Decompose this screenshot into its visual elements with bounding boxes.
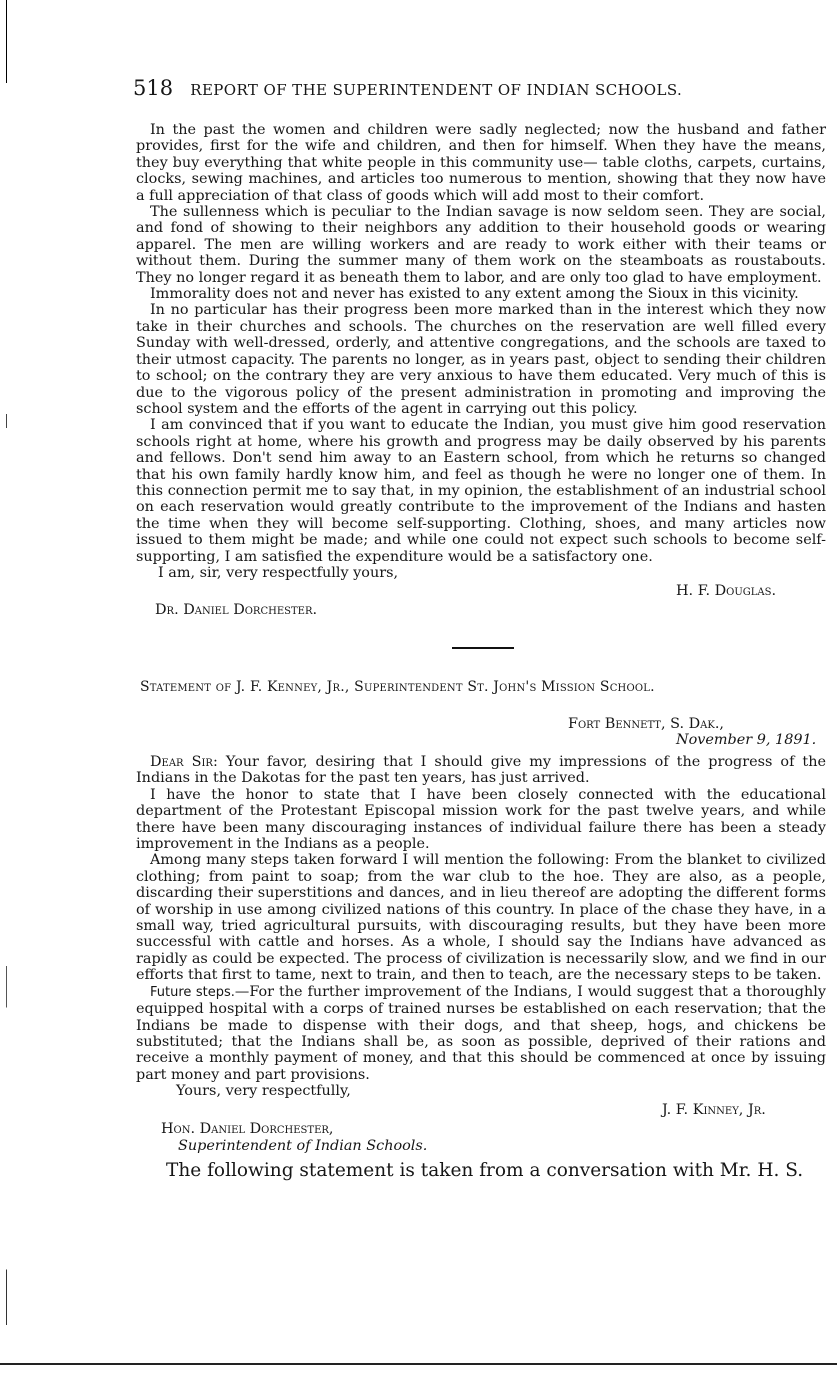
paragraph: In the past the women and children were sadly neglected; now the husband and father provides, first for the wife and children, and then for himself. When they have the means, they buy everything that white people in this community use— table cloths, carpets, curtains, clocks, sewing machines, and articles too numerous to mention, showing that they now have a full appreciation of that class of goods which will add most to their comfort. [136,122,826,204]
section-divider [452,647,514,649]
closing-line: The following statement is taken from a conversation with Mr. H. S. [166,1160,804,1181]
letter-place: Fort Bennett, S. Dak., [568,716,725,732]
signature: J. F. Kinney, Jr. [662,1102,766,1118]
paragraph: I have the honor to state that I have been closely connected with the educational department of the Protestant Episcopal mission work for the past twelve years, and while there have been many discouraging instances of individual failure there has been a steady improvement in the Indians as a people. [136,786,826,853]
signature: H. F. Douglas. [676,583,777,599]
running-title: REPORT OF THE SUPERINTENDENT OF INDIAN SCHOOLS. [190,81,683,99]
addressee: Dr. Daniel Dorchester. [155,602,318,618]
page-number: 518 [133,76,174,100]
section-title: Statement of J. F. Kenney, Jr., Superintendent St. John's Mission School. [140,679,655,695]
paragraph: In no particular has their progress been more marked than in the interest which they now take in their churches and schools. The churches on the reservation are well filled every Sunday with well-dressed, orderly, and attentive congregations, and the schools are taxed to their utmost capacity. The parents no longer, as in years past, object to sending their children to school; on the contrary they are very anxious to have them educated. Very much of this is due to the vigorous policy of the present administration in promoting and improving the school system and the efforts of the agent in carrying out this policy. [136,302,826,417]
salutation-paragraph [136,754,826,787]
future-label: Future steps. [150,984,235,1000]
paragraph: I am convinced that if you want to educate the Indian, you must give him good reservation schools right at home, where his growth and progress may be daily observed by his parents and fellows. Don't send him away to an Eastern school, from which he returns so changed that his own family hardly know him, and feel as though he were no longer one of them. In this connection permit me to say that, in my opinion, the establishment of an industrial school on each reservation would greatly contribute to the improvement of the Indians and hasten the time when they will become self-supporting. Clothing, shoes, and many articles now issued to them might be made; and while one could not expect such schools to become self-supporting, I am satisfied the expenditure would be a satisfactory one. [136,417,826,565]
paragraph: Immorality does not and never has existed to any extent among the Sioux in this vicinity. [150,286,799,303]
addressee: Hon. Daniel Dorchester, [161,1121,334,1137]
salutation: Dear Sir: [150,754,218,770]
future-paragraph [136,984,826,1083]
scan-edge [6,0,7,1380]
letter2-body [136,754,826,1100]
paragraph: The sullenness which is peculiar to the Indian savage is now seldom seen. They are social, and fond of showing to their neighbors any addition to their household goods or wearing apparel. The men are willing workers and are ready to work either with their teams or without them. During the summer many of them work on the steamboats as roustabouts. They no longer regard it as beneath them to labor, and are only too glad to have employment. [136,204,826,286]
letter-date: November 9, 1891. [676,732,817,748]
running-header [133,76,763,100]
bottom-rule [0,1363,837,1365]
paragraph: —For the further improvement of the Indians, I would suggest that a thoroughly equipped hospital with a corps of trained nurses be established on each reservation; that the Indians be made to dispense with their dogs, and that sheep, hogs, and chickens be substituted; that the Indians shall be, as soon as possible, deprived of their rations and receive a monthly payment of money, and that this should be commenced at once by issuing part money and part provisions. [136,983,826,1083]
paragraph: Your favor, desiring that I should give my impressions of the progress of the Indians in the Dakotas for the past ten years, has just arrived. [136,754,826,787]
closing-phrase: Yours, very respectfully, [176,1083,351,1100]
addressee-title: Superintendent of Indian Schools. [178,1138,428,1154]
paragraph: Among many steps taken forward I will mention the following: From the blanket to civilized clothing; from paint to soap; from the war club to the hoe. They are also, as a people, discarding their superstitions and dances, and in lieu thereof are adopting the different forms of worship in use among civilized nations of this country. In place of the chase they have, in a small way, tried agricultural pursuits, with discouraging results, but they have been more successful with cattle and horses. As a whole, I should say the Indians have advanced as rapidly as could be expected. The process of civilization is necessarily slow, and we find in our efforts that first to tame, next to train, and then to teach, are the necessary steps to be taken. [136,852,826,984]
letter1-body [136,122,826,581]
closing-phrase: I am, sir, very respectfully yours, [158,564,399,581]
